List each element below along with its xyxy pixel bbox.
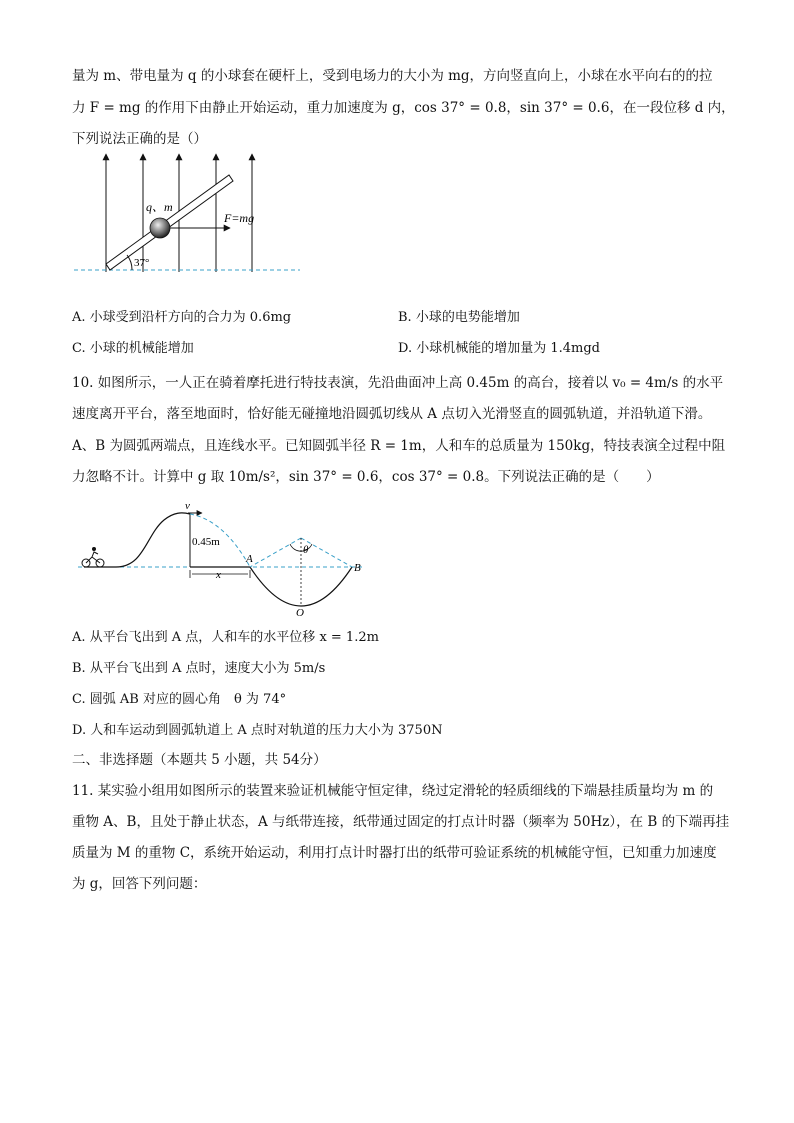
q10-option-a[interactable]: A. 从平台飞出到 A 点，人和车的水平位移 x = 1.2m <box>72 630 379 645</box>
q9-stem-line-2: 力 F = mg 的作用下由静止开始运动，重力加速度为 g，cos 37° = 0.8，sin 37° = 0.6，在一段位移 d 内， <box>72 100 735 116</box>
label-qm: q、m <box>146 200 173 214</box>
q10-stem-line-2: 速度离开平台，落至地面时，恰好能无碰撞地沿圆弧切线从 A 点切入光滑竖直的圆弧轨道，并沿轨道下滑。 <box>72 406 712 422</box>
q10-option-d[interactable]: D. 人和车运动到圆弧轨道上 A 点时对轨道的压力大小为 3750N <box>72 723 443 738</box>
label-force: F=mg <box>224 211 255 225</box>
label-x: x <box>216 569 221 581</box>
q11-stem-line-2: 重物 A、B，且处于静止状态，A 与纸带连接，纸带通过固定的打点计时器（频率为 50Hz），在 B 的下端再挂 <box>72 814 730 830</box>
q11-stem-line-3: 质量为 M 的重物 C，系统开始运动，利用打点计时器打出的纸带可验证系统的机械能守恒，已知重力加速度 <box>72 845 717 861</box>
rod <box>106 175 233 270</box>
label-A: A <box>246 553 253 565</box>
q9-option-c[interactable]: C. 小球的机械能增加 <box>72 341 194 356</box>
q9-option-b[interactable]: B. 小球的电势能增加 <box>398 310 520 325</box>
q10-option-b[interactable]: B. 从平台飞出到 A 点时，速度大小为 5m/s <box>72 661 326 676</box>
ball <box>150 218 170 238</box>
q10-stem-line-3: A、B 为圆弧两端点，且连线水平。已知圆弧半径 R = 1m，人和车的总质量为 150kg，特技表演全过程中阻 <box>72 438 726 454</box>
q9-stem-line-1: 量为 m、带电量为 q 的小球套在硬杆上，受到电场力的大小为 mg，方向竖直向上，小球在水平向右的的拉 <box>72 68 713 84</box>
q10-stem-line-1: 10. 如图所示，一人正在骑着摩托进行特技表演，先沿曲面冲上高 0.45m 的高台，接着以 v₀ = 4m/s 的水平 <box>72 375 724 391</box>
label-O: O <box>296 607 304 618</box>
q10-stem-line-4: 力忽略不计。计算中 g 取 10m/s²，sin 37° = 0.6，cos 37° = 0.8。下列说法正确的是（ ） <box>72 469 660 485</box>
q9-figure <box>70 150 310 280</box>
section-heading: 二、非选择题（本题共 5 小题，共 54分） <box>72 752 327 768</box>
label-theta: θ <box>303 544 309 556</box>
label-v: v <box>185 500 190 512</box>
label-angle: 37° <box>134 257 150 269</box>
q9-option-a[interactable]: A. 小球受到沿杆方向的合力为 0.6mg <box>72 310 292 325</box>
label-B: B <box>354 562 361 574</box>
radius-to-B <box>301 538 352 567</box>
q11-stem-line-4: 为 g，回答下列问题： <box>72 876 207 892</box>
q11-stem-line-1: 11. 某实验小组用如图所示的装置来验证机械能守恒定律，绕过定滑轮的轻质细线的下端悬挂质量均为 m 的 <box>72 783 714 799</box>
motorcycle-icon <box>82 547 104 567</box>
q10-figure <box>74 500 374 618</box>
q10-option-c[interactable]: C. 圆弧 AB 对应的圆心角 θ 为 74° <box>72 692 287 707</box>
radius-to-A <box>250 538 301 567</box>
q9-option-d[interactable]: D. 小球机械能的增加量为 1.4mgd <box>398 341 601 356</box>
label-height: 0.45m <box>192 536 220 548</box>
q9-stem-line-3: 下列说法正确的是（） <box>72 131 207 147</box>
